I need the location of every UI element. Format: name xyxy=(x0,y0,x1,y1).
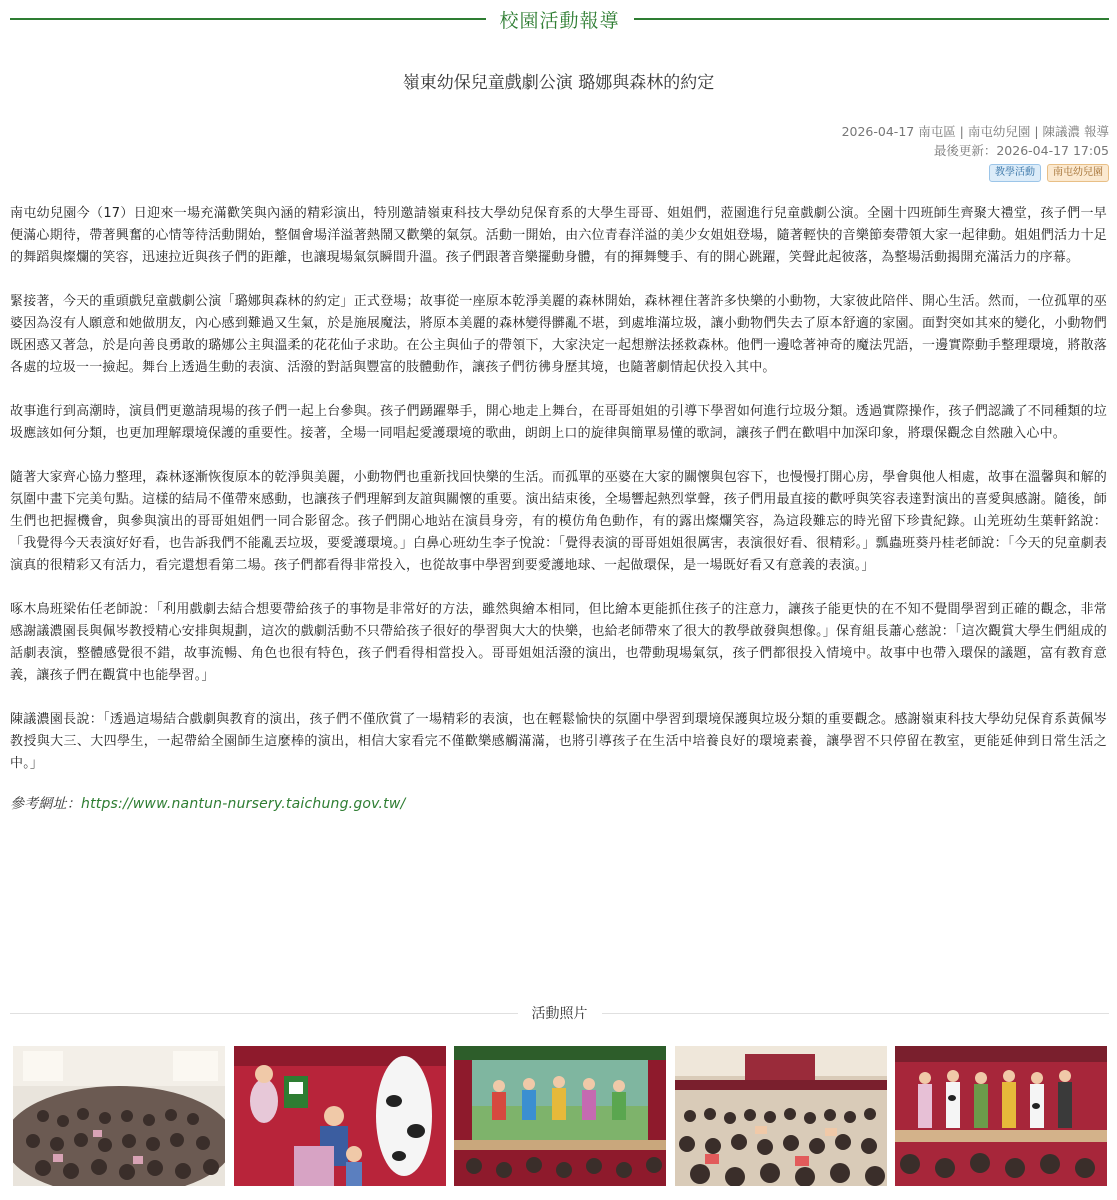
tag-list xyxy=(989,164,1109,182)
header-divider-left xyxy=(10,18,486,20)
paragraph-1: 南屯幼兒園今（17）日迎來一場充滿歡笑與內涵的精彩演出，特別邀請嶺東科技大學幼兒保育系的大學生哥哥、姐姐們，蒞園進行兒童戲劇公演。全園十四班師生齊聚大禮堂，孩子們一早便滿心期待，帶著興奮的心情等待活動開始，整個會場洋溢著熱鬧又歡樂的氣氛。活動一開始，由六位青春洋溢的美少女姐姐登場，隨著輕快的音樂節奏帶領大家一起律動。姐姐們活力十足的舞蹈與燦爛的笑容，迅速拉近與孩子們的距離，也讓現場氣氛瞬間升溫。孩子們跟著音樂擺動身體，有的揮舞雙手、有的開心跳躍，笑聲此起彼落，為整場活動揭開充滿活力的序幕。 xyxy=(10,206,1107,265)
photos-header xyxy=(10,1002,1109,1024)
photo-stage-finale[interactable] xyxy=(895,1046,1107,1186)
article-meta xyxy=(842,122,1109,160)
photos-divider-left xyxy=(10,1013,518,1014)
reference-label: 參考網址： xyxy=(10,796,81,812)
header-divider-right xyxy=(634,18,1110,20)
article-updated: 最後更新：2026-04-17 17:05 xyxy=(933,143,1109,158)
article-title: 嶺東幼保兒童戲劇公演 璐娜與森林的約定 xyxy=(402,73,715,93)
photo-audience-hall[interactable] xyxy=(13,1046,225,1186)
photos-title: 活動照片 xyxy=(531,1006,588,1022)
article-byline: 2026-04-17 南屯區 | 南屯幼兒園 | 陳議濃 報導 xyxy=(841,124,1109,139)
photos-divider-right xyxy=(602,1013,1110,1014)
article-body xyxy=(10,203,1107,815)
photo-stage-group[interactable] xyxy=(454,1046,666,1186)
paragraph-6: 陳議濃園長說：「透過這場結合戲劇與教育的演出，孩子們不僅欣賞了一場精彩的表演，也在輕鬆愉快的氛圍中學習到環境保護與垃圾分類的重要觀念。感謝嶺東科技大學幼兒保育系黃佩岑教授與大三、大四學生，一起帶給全園師生這麼棒的演出，相信大家看完不僅歡樂感觸滿滿，也將引導孩子在生活中培養良好的環境素養，讓學習不只停留在教室，更能延伸到日常生活之中。」 xyxy=(10,712,1107,771)
section-title: 校園活動報導 xyxy=(499,9,620,32)
reference xyxy=(10,793,1107,815)
photo-children-watching[interactable] xyxy=(675,1046,887,1186)
section-header xyxy=(10,6,1109,32)
tag-teaching-activity[interactable]: 教學活動 xyxy=(989,164,1041,182)
tag-kindergarten[interactable]: 南屯幼兒園 xyxy=(1047,164,1109,182)
photo-stage-performers[interactable] xyxy=(234,1046,446,1186)
paragraph-4: 隨著大家齊心協力整理，森林逐漸恢復原本的乾淨與美麗，小動物們也重新找回快樂的生活。而孤單的巫婆在大家的關懷與包容下，也慢慢打開心房，學會與他人相處，故事在溫馨與和解的氛圍中畫下完美句點。這樣的結局不僅帶來感動，也讓孩子們理解到友誼與關懷的重要。演出結束後，全場響起熱烈掌聲，孩子們用最直接的歡呼與笑容表達對演出的喜愛與感謝。隨後，師生們也把握機會，與參與演出的哥哥姐姐們一同合影留念。孩子們開心地站在演員身旁，有的模仿角色動作，有的露出燦爛笑容，為這段難忘的時光留下珍貴紀錄。山羌班幼生葉軒銘說：「我覺得今天表演好好看，也告訴我們不能亂丟垃圾，要愛護環境。」白鼻心班幼生李子悅說：「覺得表演的哥哥姐姐很厲害，表演很好看、很精彩。」瓢蟲班葵丹桂老師說：「今天的兒童劇表演真的很精彩又有活力，看完還想看第二場。孩子們都看得非常投入，也從故事中學習到要愛護地球、一起做環保，是一場既好看又有意義的表演。」 xyxy=(10,470,1107,573)
photo-gallery xyxy=(13,1046,1107,1186)
paragraph-5: 啄木鳥班梁佑任老師說：「利用戲劇去結合想要帶給孩子的事物是非常好的方法，雖然與繪本相同，但比繪本更能抓住孩子的注意力，讓孩子能更快的在不知不覺間學習到正確的觀念，非常感謝議濃園長與佩岑教授精心安排與規劃，這次的戲劇活動不只帶給孩子很好的學習與大大的快樂，也給老師帶來了很大的教學啟發與想像。」保育組長蕭心慈說：「這次觀賞大學生們組成的話劇表演，整體感覺很不錯，故事流暢、角色也很有特色，孩子們看得相當投入。哥哥姐姐活潑的演出，也帶動現場氣氛，孩子們都很投入情境中。故事中也帶入環保的議題，富有教育意義，讓孩子們在觀賞中也能學習。」 xyxy=(10,602,1107,683)
paragraph-3: 故事進行到高潮時，演員們更邀請現場的孩子們一起上台參與。孩子們踴躍舉手，開心地走上舞台，在哥哥姐姐的引導下學習如何進行垃圾分類。透過實際操作，孩子們認識了不同種類的垃圾應該如何分類，也更加理解環境保護的重要性。接著，全場一同唱起愛護環境的歌曲，朗朗上口的旋律與簡單易懂的歌詞，讓孩子們在歡唱中加深印象，將環保觀念自然融入心中。 xyxy=(10,404,1107,441)
reference-link[interactable]: https://www.nantun-nursery.taichung.gov.tw/ xyxy=(81,796,406,812)
paragraph-2: 緊接著，今天的重頭戲兒童戲劇公演「璐娜與森林的約定」正式登場；故事從一座原本乾淨美麗的森林開始，森林裡住著許多快樂的小動物，大家彼此陪伴、開心生活。然而，一位孤單的巫婆因為沒有人願意和她做朋友，內心感到難過又生氣，於是施展魔法，將原本美麗的森林變得髒亂不堪，到處堆滿垃圾，讓小動物們失去了原本舒適的家園。面對突如其來的變化，小動物們既困惑又著急，於是向善良勇敢的璐娜公主與溫柔的花花仙子求助。在公主與仙子的帶領下，大家決定一起想辦法拯救森林。他們一邊唸著神奇的魔法咒語，一邊實際動手整理環境，將散落各處的垃圾一一撿起。舞台上透過生動的表演、活潑的對話與豐富的肢體動作，讓孩子們彷彿身歷其境，也隨著劇情起伏投入其中。 xyxy=(10,294,1107,375)
